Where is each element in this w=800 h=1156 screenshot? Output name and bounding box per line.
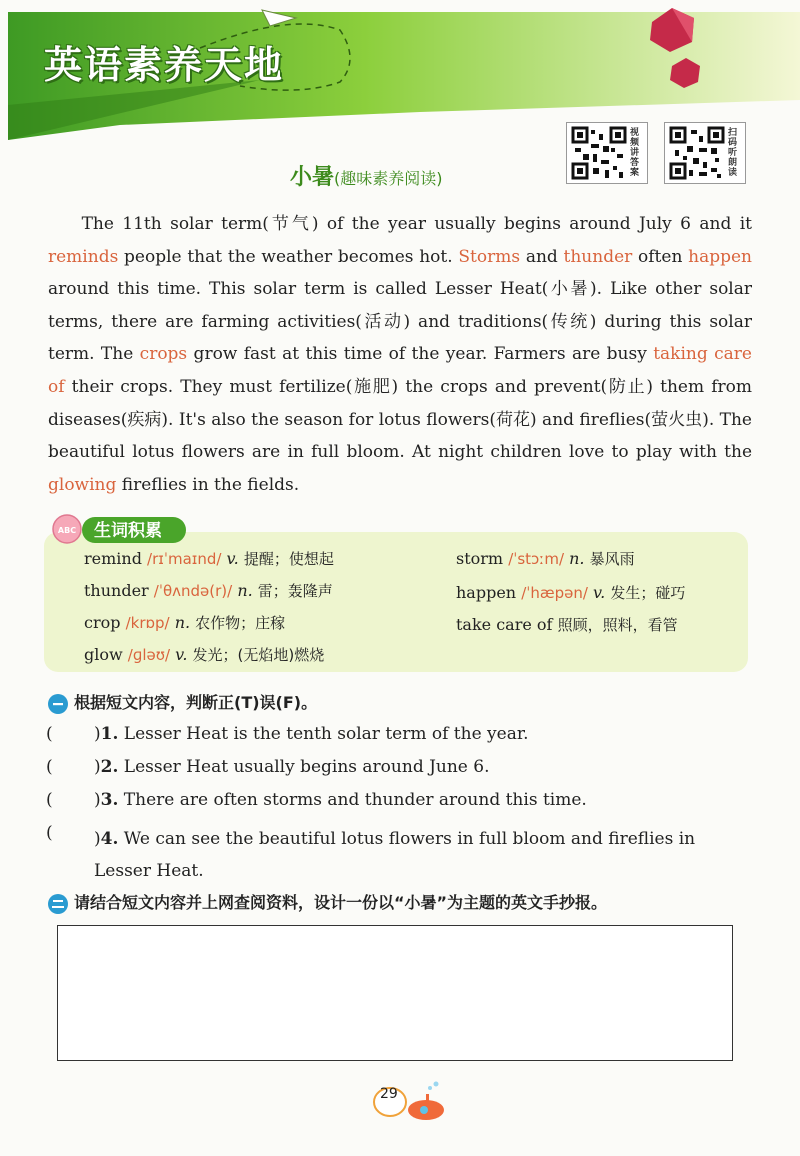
qr-code-icon xyxy=(571,126,627,180)
section-two-badge-icon xyxy=(48,894,68,914)
highlight-word: crops xyxy=(139,344,188,365)
part1-instruction: 根据短文内容，判断正(T)误(F)。 xyxy=(48,690,317,714)
vocab-item: crop /krɒp/ n. 农作物；庄稼 xyxy=(84,613,286,632)
answer-blank[interactable]: )2. Lesser Heat usually begins around June 6. xyxy=(94,757,490,777)
svg-text:ABC: ABC xyxy=(57,526,77,535)
vocab-item: remind /rɪˈmaɪnd/ v. 提醒；使想起 xyxy=(84,549,334,568)
highlight-word: happen xyxy=(688,246,752,267)
highlight-word: thunder xyxy=(563,246,633,267)
highlight-word: taking care of xyxy=(48,344,752,397)
answer-blank[interactable]: )3. There are often storms and thunder around this time. xyxy=(94,790,587,810)
section-one-badge-icon xyxy=(48,694,68,714)
vocab-item: take care of 照顾，照料，看管 xyxy=(456,615,678,634)
vocab-item: glow /ɡləʊ/ v. 发光；(无焰地)燃烧 xyxy=(84,645,325,664)
vocab-item: thunder /ˈθʌndə(r)/ n. 雷；轰隆声 xyxy=(84,581,333,600)
section-title-sub: (趣味素养阅读) xyxy=(334,169,443,188)
vocab-item: storm /ˈstɔːm/ n. 暴风雨 xyxy=(456,549,635,568)
highlight-word: glowing xyxy=(48,474,117,495)
section-title xyxy=(290,160,443,191)
section-title-main: 小暑 xyxy=(290,165,335,190)
qr-code-listen-reading[interactable] xyxy=(664,122,746,184)
qr-caption: 视频讲答案 xyxy=(630,128,640,178)
header-title: 英语素养天地 xyxy=(44,43,285,87)
highlight-word: Storms xyxy=(458,246,521,267)
vocab-item: happen /ˈhæpən/ v. 发生；碰巧 xyxy=(456,583,686,602)
qr-code-icon xyxy=(669,126,725,180)
qr-code-video-answers[interactable] xyxy=(566,122,648,184)
vocabulary-label: 生词积累 xyxy=(94,521,162,541)
qr-caption: 扫码听朗读 xyxy=(728,128,738,178)
reading-passage: The 11th solar term(节气) of the year usually begins around July 6 and it reminds people that the weather becomes hot. Storms and thunder often happen around this time. This solar term is called Lesser Heat(小暑). Like other solar terms, there are farming activities(活动) and traditions(传统) during this solar term. The crops grow fast at this time of the year. Farmers are busy taking care of their crops. They must fertilize(施肥) the crops and prevent(防止) them from diseases(疾病). It's also the season for lotus flowers(荷花) and fireflies(萤火虫). The beautiful lotus flowers are in full bloom. At night children love to play with the glowing fireflies in the fields. xyxy=(48,214,752,495)
highlight-word: reminds xyxy=(48,246,119,267)
page-number: 29 xyxy=(380,1086,398,1102)
poster-answer-box[interactable] xyxy=(57,925,733,1061)
answer-blank[interactable]: )4. We can see the beautiful lotus flowers in full bloom and fireflies in Lesser Heat. xyxy=(94,829,696,881)
answer-blank[interactable]: )1. Lesser Heat is the tenth solar term of the year. xyxy=(94,724,529,744)
part2-instruction: 请结合短文内容并上网查阅资料，设计一份以“小暑”为主题的英文手抄报。 xyxy=(48,890,607,914)
